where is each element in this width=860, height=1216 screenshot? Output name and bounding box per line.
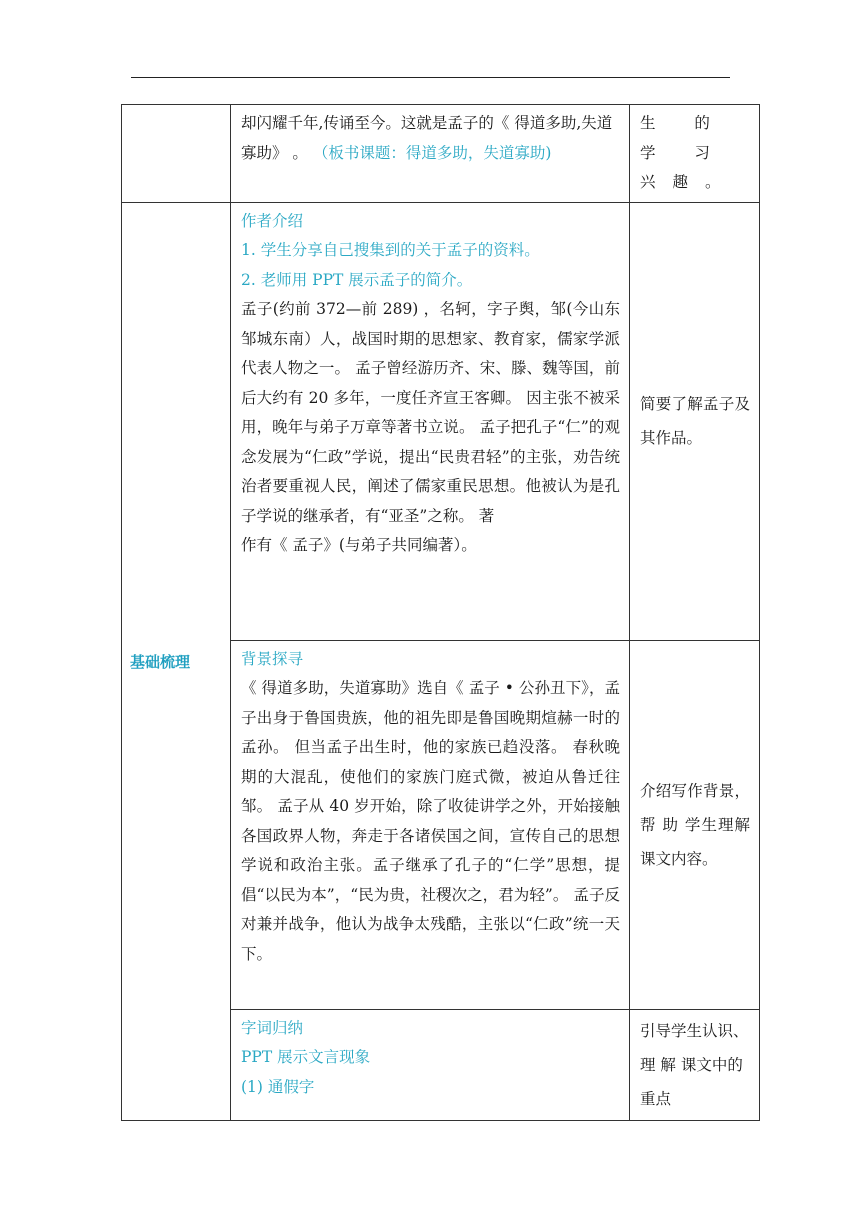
word-summary-heading: 字词归纳 [241,1018,304,1037]
header-rule [131,77,730,78]
purpose-text: 引导学生认识、 理 解 课文中的重点 [640,1021,749,1108]
author-intro-body: 孟子(约前 372—前 289) ，名轲，字子舆，邹(今山东邹城东南）人，战国时期的思想家、教育家，儒家学派代表人物之一。 孟子曾经游历齐、宋、滕、魏等国，前后大约有 20 多年，一度任齐宣王客卿。 因主张不被采用，晚年与弟子万章等著书立说。 孟子把孔子“仁”的观念发展为“仁政”学说，提出“民贵君轻”的主张，劝告统治者要重视人民，阐述了儒家重民思想。他被认为是孔子学说的继承者，有“亚圣”之称。 著 [241,300,620,525]
purpose-text: 生 的 学 习 兴趣。 [640,114,738,191]
author-intro-purpose-cell [630,202,760,640]
purpose-text: 介绍写作背景，帮 助 学生理解课文内容。 [640,781,750,868]
word-summary-cell [231,1009,630,1120]
author-intro-step-2: 2. 老师用 PPT 展示孟子的简介。 [241,270,473,289]
author-intro-body-last: 作有《 孟子》(与弟子共同编著）。 [241,536,477,554]
word-summary-line-1: PPT 展示文言现象 [241,1048,371,1066]
author-intro-heading: 作者介绍 [241,211,304,230]
background-cell [231,640,630,1009]
continuation-content-cell [231,105,630,203]
section-label: 基础梳理 [122,202,231,1120]
table-row [122,202,760,640]
table-row [122,105,760,203]
author-intro-step-1: 1. 学生分享自己搜集到的关于孟子的资料。 [241,241,540,259]
purpose-text: 简要了解孟子及其作品。 [640,395,750,447]
lesson-plan-table [121,104,760,1121]
background-heading: 背景探寻 [241,649,304,668]
empty-label-cell [122,105,231,203]
background-purpose-cell [630,640,760,1009]
word-summary-line-2: (1) 通假字 [241,1077,315,1096]
word-summary-purpose-cell [630,1009,760,1120]
continuation-purpose-cell [630,105,760,203]
board-note: （板书课题：得道多助，失道寡助) [312,143,552,162]
continuation-text: 却闪耀千年,传诵至今。这就是孟子的《 得道多助,失道寡助》 。 [241,114,613,162]
background-body: 《 得道多助，失道寡助》选自《 孟子 • 公孙丑下》，孟子出身于鲁国贵族，他的祖先即是鲁国晚期煊赫一时的孟孙。 但当孟子出生时，他的家族已趋没落。 春秋晚期的大混乱，使他们的家族门庭式微，被迫从鲁迁往邹。 孟子从 40 岁开始，除了收徒讲学之外，开始接触各国政界人物，奔走于各诸侯国之间，宣传自己的思想学说和政治主张。孟子继承了孔子的“仁学”思想，提倡“以民为本”，“民为贵，社稷次之，君为轻”。 孟子反对兼并战争，他认为战争太残酷，主张以“仁政”统一天下。 [241,679,620,963]
author-intro-cell [231,202,630,640]
